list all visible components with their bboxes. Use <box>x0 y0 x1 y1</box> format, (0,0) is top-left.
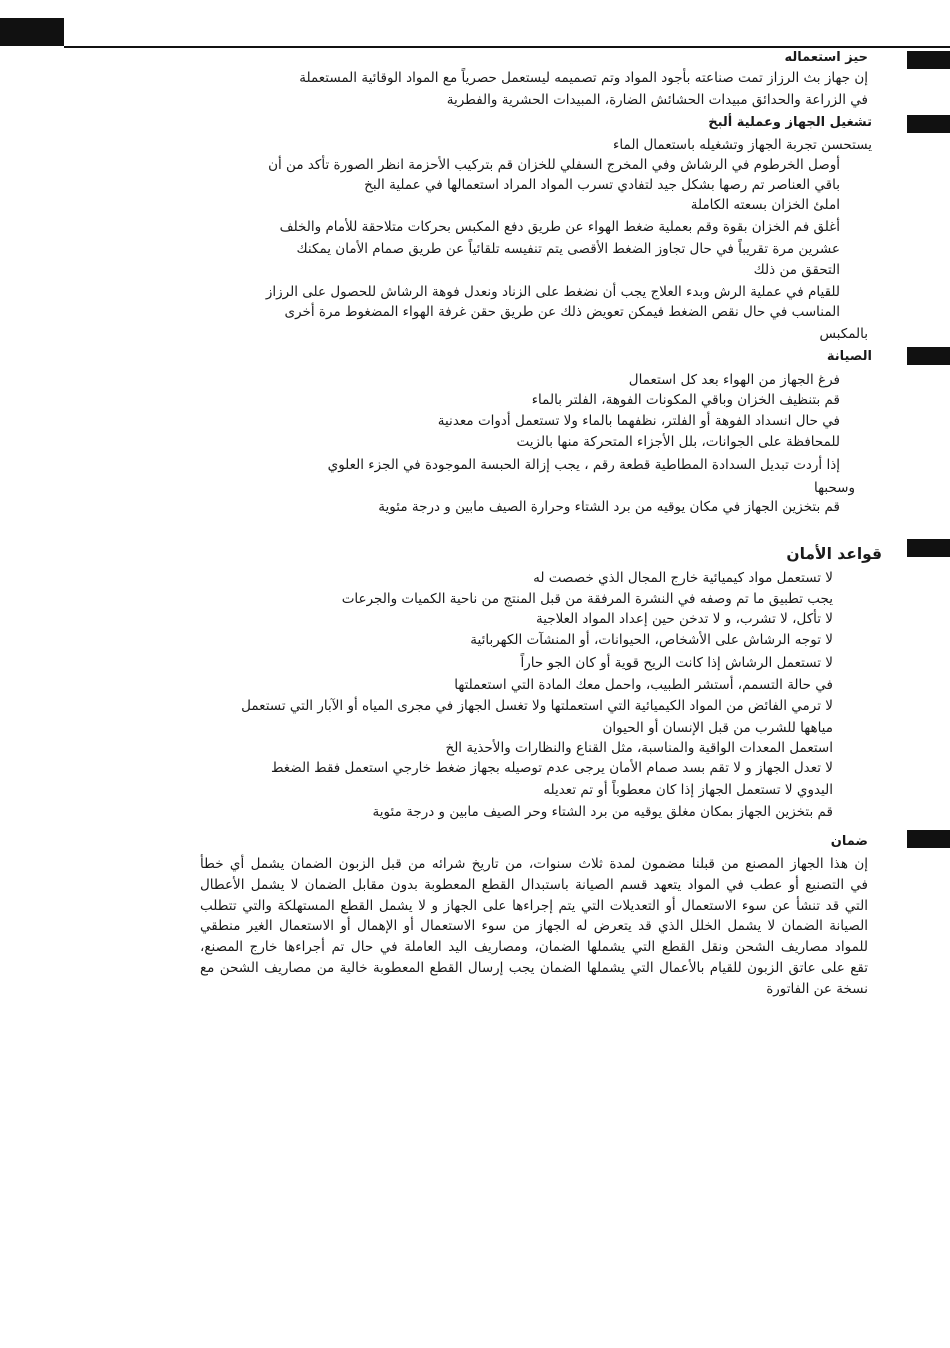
warranty-line: نسخة عن الفاتورة <box>766 981 868 997</box>
maintenance-heading: الصيانة <box>826 349 872 364</box>
section-tab-operation <box>907 115 950 133</box>
maintenance-line: قم بتخزين الجهاز في مكان يوقيه من برد الشتاء وحرارة الصيف مابين و درجة مئوية <box>378 499 840 515</box>
maintenance-line: إذا أردت تبديل السدادة المطاطية قطعة رقم ، يجب إزالة الحبسة الموجودة في الجزء العلوي <box>327 457 840 473</box>
maintenance-line: للمحافظة على الجوانات، بلل الأجزاء المتحركة منها بالزيت <box>516 434 840 450</box>
safety-line: قم بتخزين الجهاز بمكان مغلق يوقيه من برد الشتاء وحر الصيف مابين و درجة مئوية <box>372 804 833 820</box>
section-tab-usage <box>907 51 950 69</box>
safety-line: استعمل المعدات الواقية والمناسبة، مثل القناع والنظارات والأحذية الخ <box>445 740 833 756</box>
header-rule <box>64 46 950 48</box>
safety-line: لا تستعمل الرشاش إذا كانت الريح قوية أو كان الجو حاراً <box>520 655 833 671</box>
section-tab-maintenance <box>907 347 950 365</box>
warranty-line: التي قد تنشأ عن سوء الاستعمال أو التعديلات التي يتم إجراءها على الجهاز و لا يشمل القطع المستهلكة والتي تتطلب <box>200 898 868 914</box>
operation-line: بالمكبس <box>819 326 868 342</box>
warranty-line: للمواد مصاريف الشحن ونقل القطع التي يشملها الضمان، ومصاريف اليد العاملة في حال تم أجراءها خارج المصنع، <box>200 939 868 955</box>
operation-line: المناسب في حال نقص الضغط فيمكن تعويض ذلك عن طريق حقن غرفة الهواء المضغوط مرة أخرى <box>284 304 840 320</box>
operation-line: أغلق فم الخزان بقوة وقم بعملية ضغط الهواء عن طريق دفع المكبس بحركات متلاحقة للأمام والخلف <box>279 219 840 235</box>
safety-line: مياهها للشرب من قبل الإنسان أو الحيوان <box>602 720 833 736</box>
safety-line: لا توجه الرشاش على الأشخاص، الحيوانات، أو المنشآت الكهربائية <box>470 632 833 648</box>
maintenance-line: وسحبها <box>814 480 855 496</box>
warranty-line: إن هذا الجهاز المصنع من قبلنا مضمون لمدة ثلاث سنوات، من تاريخ شرائه من قبل الزبون الضمان يشمل أي خطأ <box>200 856 868 872</box>
warranty-line: تقع على عاتق الزبون للقيام بالأعمال التي يشملها الضمان يجب إرسال القطع المعطوبة خالية من مصاريف الشحن مع <box>200 960 868 976</box>
operation-line: باقي العناصر تم رصها بشكل جيد لتفادي تسرب المواد المراد استعمالها في عملية البخ <box>364 177 840 193</box>
maintenance-line: في حال انسداد الفوهة أو الفلتر، نظفهما بالماء ولا تستعمل أدوات معدنية <box>437 413 840 429</box>
header-black-block <box>0 18 64 46</box>
operation-line: عشرين مرة تقريباً في حال تجاوز الضغط الأقصى يتم تنفيسه تلقائياً عن طريق صمام الأمان يمكنك <box>296 241 840 257</box>
safety-line: لا تعدل الجهاز و لا تقم بسد صمام الأمان يرجى عدم توصيله بجهاز ضغط خارجي استعمل فقط الضغط <box>270 760 833 776</box>
operation-line: املئ الخزان بسعته الكاملة <box>690 197 840 213</box>
operation-line: للقيام في عملية الرش وبدء العلاج يجب أن نضغط على الزناد ونعدل فوهة الرشاش للحصول على الرزاز <box>265 284 840 300</box>
usage-line: في الزراعة والحدائق مبيدات الحشائش الضارة، المبيدات الحشرية والفطرية <box>446 92 868 108</box>
operation-line: أوصل الخرطوم في الرشاش وفي المخرج السفلي للخزان قم بتركيب الأحزمة انظر الصورة تأكد من أن <box>268 157 840 173</box>
usage-line: إن جهاز بث الرزاز تمت صناعته بأجود المواد وتم تصميمه ليستعمل حصرياً مع المواد الوقائية المستعملة <box>299 70 868 86</box>
warranty-heading: ضمان <box>830 834 868 849</box>
section-tab-safety <box>907 539 950 557</box>
maintenance-line: فرغ الجهاز من الهواء بعد كل استعمال <box>628 372 840 388</box>
safety-line: يجب تطبيق ما تم وصفه في النشرة المرفقة من قبل المنتج من ناحية الكميات والجرعات <box>341 591 833 607</box>
safety-line: لا ترمي الفائض من المواد الكيميائية التي استعملتها ولا تغسل الجهاز في مجرى المياه أو الآبار التي تستعمل <box>241 698 833 714</box>
maintenance-line: قم بتنظيف الخزان وباقي المكونات الفوهة، الفلتر بالماء <box>531 392 840 408</box>
warranty-line: في التصنيع أو عطب في المواد يتعهد قسم الصيانة باستبدال القطع المعطوبة بدون مقابل الضمان لا يشمل الأعطال <box>200 877 868 893</box>
safety-heading: قواعد الأمان <box>786 545 882 563</box>
section-tab-warranty <box>907 830 950 848</box>
safety-line: في حالة التسمم، أستشر الطبيب، واحمل معك المادة التي استعملتها <box>454 677 833 693</box>
operation-line: التحقق من ذلك <box>753 262 840 278</box>
safety-line: لا تستعمل مواد كيميائية خارج المجال الذي خصصت له <box>533 570 833 586</box>
safety-line: اليدوي لا تستعمل الجهاز إذا كان معطوباً أو تم تعديله <box>543 782 833 798</box>
usage-heading: حيز استعماله <box>784 50 868 65</box>
operation-line: يستحسن تجربة الجهاز وتشغيله باستعمال الماء <box>613 137 872 153</box>
safety-line: لا تأكل، لا تشرب، و لا تدخن حين إعداد المواد العلاجية <box>535 611 833 627</box>
warranty-line: الصيانة الضمان لا يشمل الخلل الذي قد يتعرض له الجهاز من سوء الاستعمال أو الإهمال أو الاستعمال الغير منطقي <box>200 918 868 934</box>
operation-heading: تشغيل الجهاز وعملية ألبخ <box>708 115 872 130</box>
